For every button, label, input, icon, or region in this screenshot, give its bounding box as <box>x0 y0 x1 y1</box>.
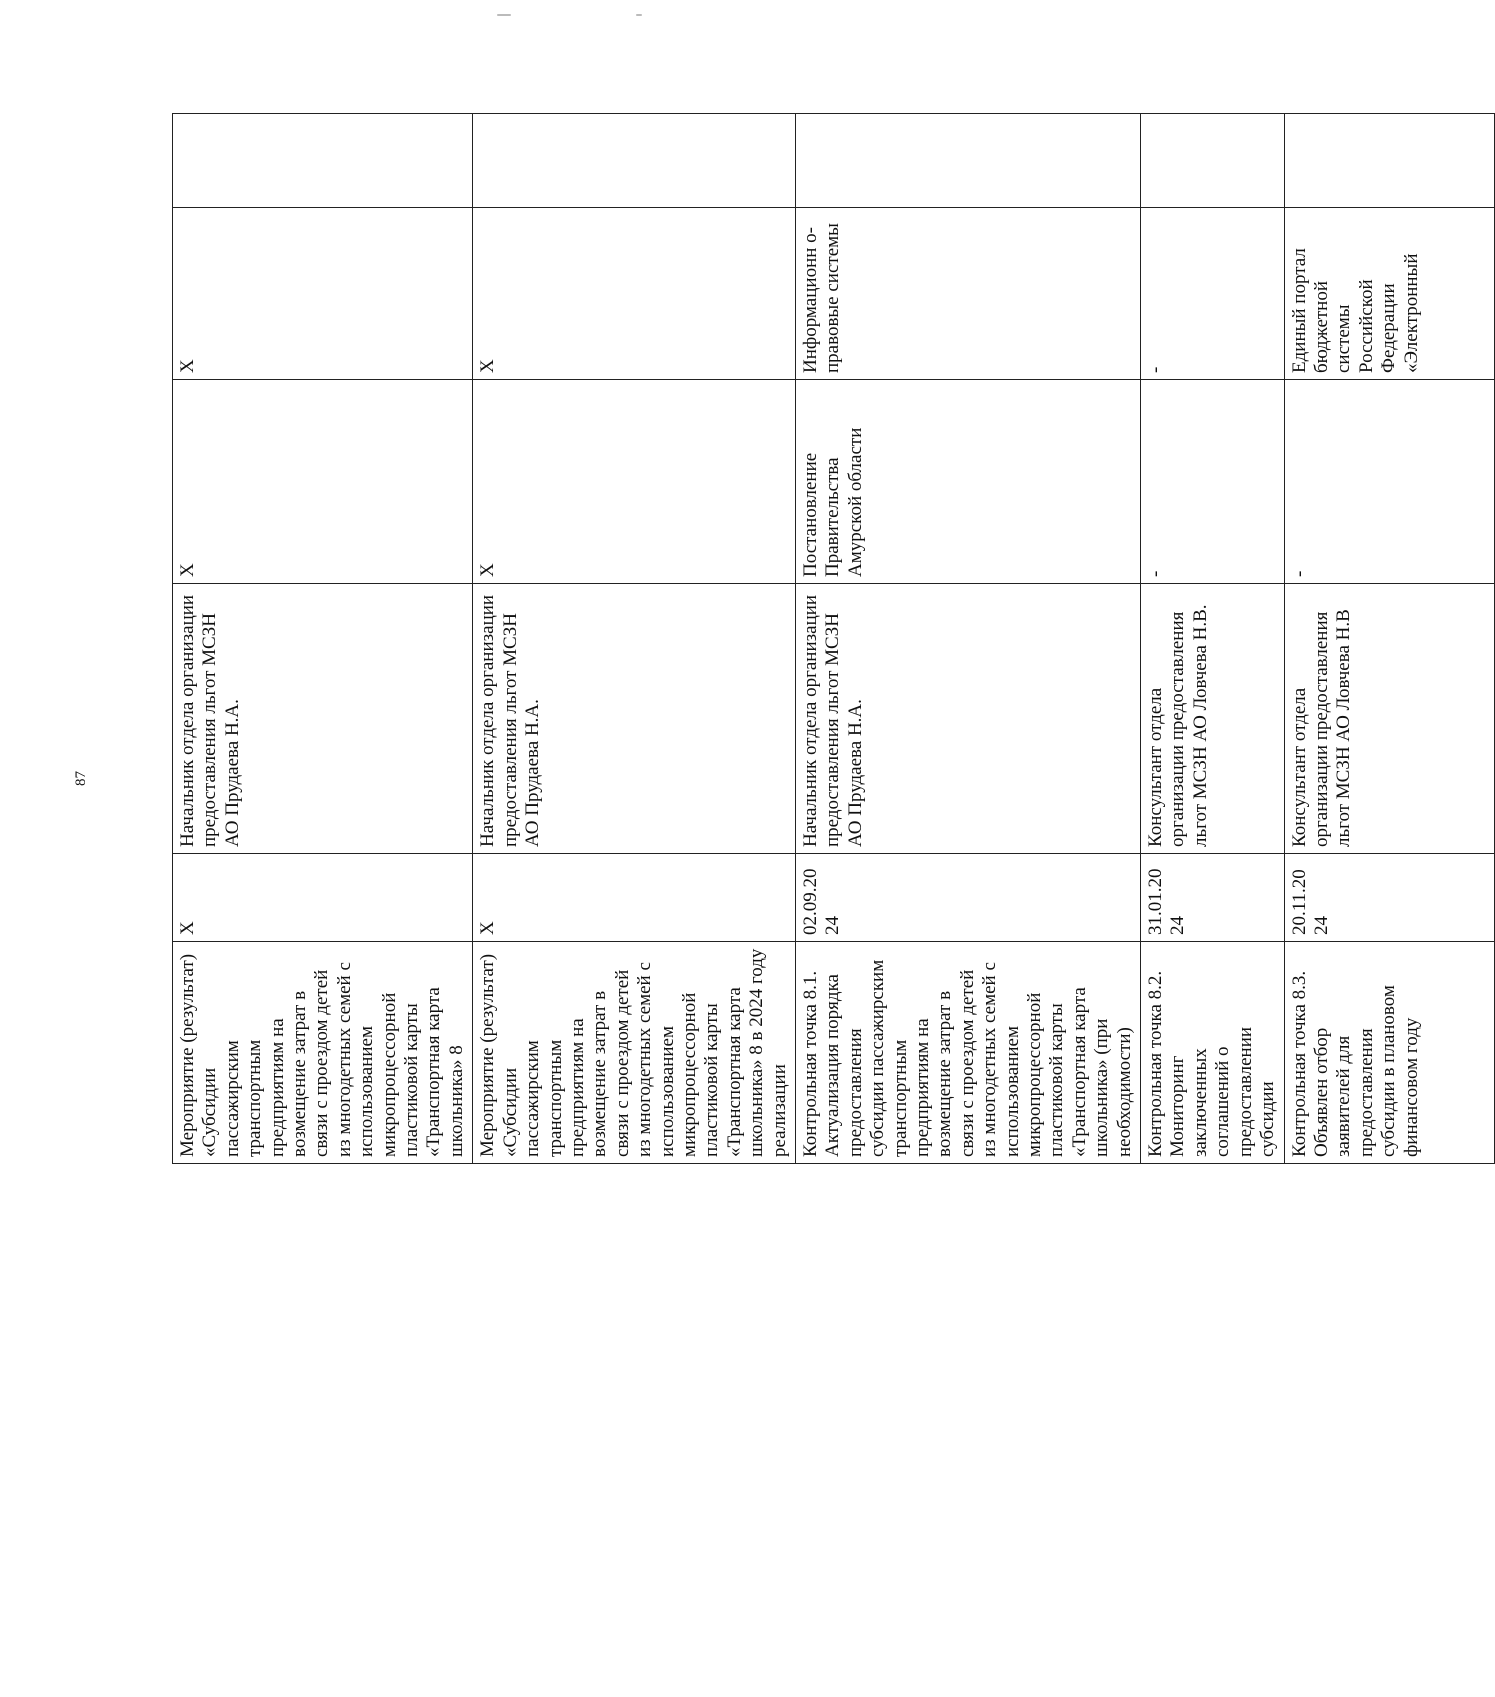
system-cell: Информационн о-правовые системы <box>795 208 1140 380</box>
rotated-table-container <box>172 114 1422 1164</box>
date-cell: 02.09.2024 <box>795 854 1140 942</box>
date-cell: 31.01.2024 <box>1141 854 1284 942</box>
table-row <box>173 114 473 1164</box>
event-cell: Контрольная точка 8.1. Актуализация порядка предоставления субсидии пассажирским транспортным предприятиям на возмещение затрат в связи с проездом детей из многодетных семей с использованием микропроцессорной пластиковой карты «Транспортная карта школьника» (при необходимости) <box>795 942 1140 1164</box>
system-cell: Единый портал бюджетной системы Российской Федерации «Электронный <box>1284 208 1494 380</box>
date-cell: X <box>473 854 796 942</box>
document-cell: - <box>1284 380 1494 584</box>
page-number: 87 <box>73 771 89 786</box>
responsible-cell: Начальник отдела организации предоставления льгот МСЗН АО Прудаева Н.А. <box>795 584 1140 854</box>
responsible-cell: Начальник отдела организации предоставления льгот МСЗН АО Прудаева Н.А. <box>473 584 796 854</box>
date-cell: X <box>173 854 473 942</box>
system-cell: X <box>473 208 796 380</box>
system-cell: - <box>1141 208 1284 380</box>
responsible-cell: Консультант отдела организации предоставления льгот МСЗН АО Ловчева Н.В. <box>1141 584 1284 854</box>
table-row <box>1141 114 1284 1164</box>
event-cell: Мероприятие (результат) «Субсидии пассажирским транспортным предприятиям на возмещение затрат в связи с проездом детей из многодетных семей с использованием микропроцессорной пластиковой карты «Транспортная карта школьника» 8 <box>173 942 473 1164</box>
empty-cell <box>173 114 473 208</box>
document-cell: X <box>173 380 473 584</box>
document-cell: - <box>1141 380 1284 584</box>
scan-speck <box>497 14 511 16</box>
table-row <box>795 114 1140 1164</box>
scan-speck <box>636 14 642 16</box>
responsible-cell: Консультант отдела организации предоставления льгот МСЗН АО Ловчева Н.В <box>1284 584 1494 854</box>
empty-cell <box>1141 114 1284 208</box>
date-cell: 20.11.2024 <box>1284 854 1494 942</box>
responsible-cell: Начальник отдела организации предоставления льгот МСЗН АО Прудаева Н.А. <box>173 584 473 854</box>
event-cell: Контрольная точка 8.3. Объявлен отбор заявителей для предоставления субсидии в плановом финансовом году <box>1284 942 1494 1164</box>
document-cell: X <box>473 380 796 584</box>
empty-cell <box>473 114 796 208</box>
event-cell: Мероприятие (результат) «Субсидии пассажирским транспортным предприятиям на возмещение затрат в связи с проездом детей из многодетных семей с использованием микропроцессорной пластиковой карты «Транспортная карта школьника» 8 в 2024 году реализации <box>473 942 796 1164</box>
system-cell: X <box>173 208 473 380</box>
table-row <box>473 114 796 1164</box>
table-row <box>1284 114 1494 1164</box>
empty-cell <box>1284 114 1494 208</box>
empty-cell <box>795 114 1140 208</box>
event-cell: Контрольная точка 8.2. Мониторинг заключенных соглашений о предоставлении субсидии <box>1141 942 1284 1164</box>
control-points-table <box>172 113 1495 1164</box>
document-cell: Постановление Правительства Амурской области <box>795 380 1140 584</box>
